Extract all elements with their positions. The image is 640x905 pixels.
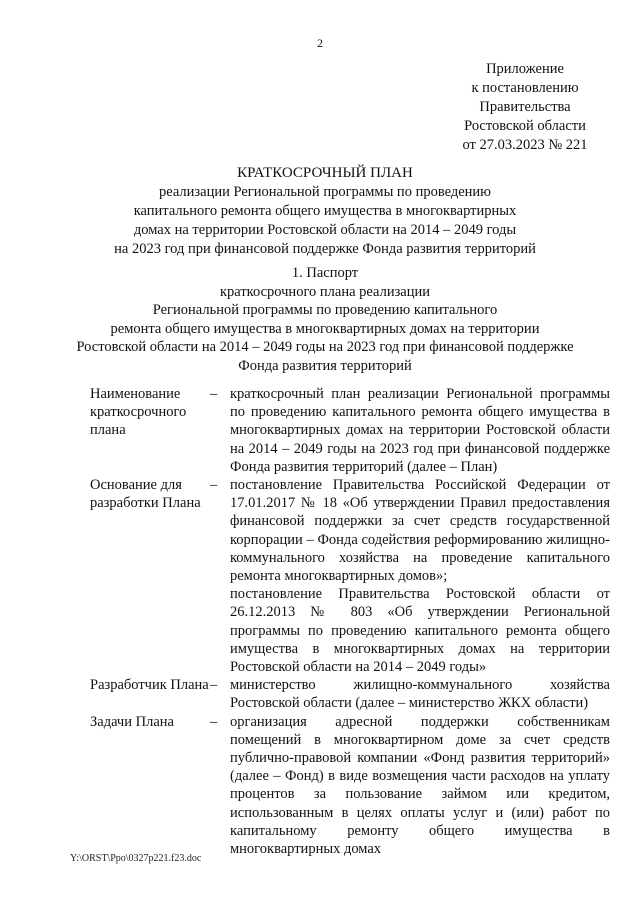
row-text: постановление Правительства Ростовской области от 26.12.2013 № 803 «Об утверждении Региональной программы по проведению капитального ремонта общего имущества в многоквартирных домах на территории Ростовской области на 2014 – 2049 годы»: [230, 586, 610, 676]
passport-line: Ростовской области на 2014 – 2049 годы на 2023 год при финансовой поддержке: [76, 339, 574, 355]
title-line: капитального ремонта общего имущества в многоквартирных: [133, 203, 517, 219]
row-label: Наименование краткосрочного плана: [90, 386, 187, 439]
main-title: КРАТКОСРОЧНЫЙ ПЛАН: [237, 165, 413, 181]
page-number: 2: [317, 36, 323, 50]
row-text: министерство жилищно-коммунального хозяйства Ростовской области (далее – министерство ЖКХ области): [230, 677, 610, 712]
appendix-line: Ростовской области: [464, 118, 586, 134]
passport-heading: [60, 264, 590, 375]
row-label: Разработчик Плана: [90, 677, 209, 694]
title-line: на 2023 год при финансовой поддержке Фонда развития территорий: [114, 241, 536, 257]
passport-line: Фонда развития территорий: [238, 357, 412, 374]
appendix-line: к постановлению: [471, 80, 579, 96]
title-line: реализации Региональной программы по проведению: [159, 184, 491, 200]
row-dash: –: [210, 477, 218, 494]
appendix-block: [440, 60, 610, 155]
passport-row-basis: [90, 476, 610, 676]
row-value: [230, 476, 610, 676]
row-dash: –: [210, 713, 218, 730]
appendix-line: Приложение: [486, 61, 564, 77]
row-label: Задачи Плана: [90, 713, 174, 730]
row-dash: –: [210, 386, 218, 402]
passport-line: краткосрочного плана реализации: [219, 283, 431, 300]
appendix-line: Правительства: [479, 99, 571, 115]
row-value: [230, 713, 610, 859]
appendix-line: от 27.03.2023 № 221: [462, 137, 588, 153]
passport-line: Региональной программы по проведению капитального: [152, 302, 498, 318]
row-text: краткосрочный план реализации Региональной программы по проведению капитального ремонта общего имущества в многоквартирных домах на территории Ростовской области на 2014 – 2049 годы на 2023 год при финансовой поддержке Фонда развития территорий (далее – План): [230, 386, 610, 475]
passport-line: ремонта общего имущества в многоквартирных домах на территории: [110, 320, 540, 337]
passport-table: [90, 385, 610, 858]
passport-row-name: [90, 385, 610, 476]
row-text: организация адресной поддержки собственникам помещений в многоквартирном доме за счет средств публично-правовой компании «Фонд развития территорий» (далее – Фонд) в виде возмещения части расходов на уплату процентов за пользование займом или кредитом, использованным в целях оплаты услуг и (или) работ по капитальному ремонту общего имущества в многоквартирных домах: [230, 713, 610, 858]
row-text: постановление Правительства Российской Федерации от 17.01.2017 № 18 «Об утверждении Правил предоставления финансовой поддержки за счет средств государственной корпорации – Фонда содействия реформированию жилищно-коммунального хозяйства на проведение капитального ремонта многоквартирных домов»;: [230, 477, 610, 585]
section-heading: 1. Паспорт: [291, 265, 359, 281]
passport-row-tasks: [90, 713, 610, 859]
document-title: [60, 164, 590, 259]
title-line: домах на территории Ростовской области на 2014 – 2049 годы: [133, 222, 517, 238]
file-path-footer: Y:\ORST\Ppo\0327p221.f23.doc: [70, 853, 202, 864]
row-dash: –: [210, 677, 218, 694]
row-value: [230, 385, 610, 476]
row-value: [230, 676, 610, 712]
passport-row-developer: [90, 676, 610, 712]
row-label: Основание для разработки Плана: [90, 477, 201, 512]
